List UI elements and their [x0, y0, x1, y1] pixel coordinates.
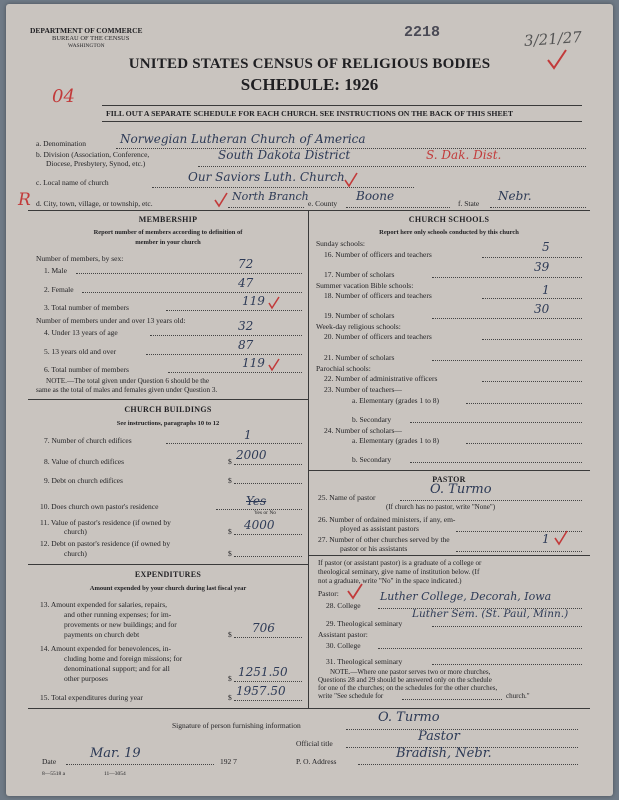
q31-label: 31. Theological seminary: [326, 657, 403, 666]
q12-label: 12. Debt on pastor's residence (if owned by: [40, 539, 171, 548]
county-line: [346, 207, 450, 208]
schools-title: CHURCH SCHOOLS: [408, 215, 490, 224]
pastor-sub-label: Pastor:: [318, 589, 339, 598]
county-value: Boone: [356, 189, 395, 203]
q15-value: 1957.50: [236, 684, 286, 698]
q22-label: 22. Number of administrative officers: [324, 374, 438, 383]
q24a-label: a. Elementary (grades 1 to 8): [352, 436, 440, 445]
grad-line3: not a graduate, write "No" in the space indicated.): [318, 577, 462, 585]
buildings-title: CHURCH BUILDINGS: [124, 405, 212, 414]
q26-line2: ployed as assistant pastors: [340, 524, 419, 533]
po-address-value: Bradish, Nebr.: [396, 746, 492, 761]
q4-label: 4. Under 13 years of age: [44, 328, 118, 337]
pastor-note1: NOTE.—Where one pastor serves two or more churches,: [330, 668, 491, 676]
official-title-label: Official title: [296, 739, 333, 748]
q7-line: [166, 443, 302, 444]
q16-label: 16. Number of officers and teachers: [324, 250, 432, 259]
q30-label: 30. College: [326, 641, 361, 650]
summer-label: Summer vacation Bible schools:: [316, 281, 414, 290]
q13-value: 706: [252, 621, 275, 635]
frame-top: [28, 210, 590, 211]
divider: [102, 121, 582, 122]
q3-value: 119: [242, 294, 265, 308]
q21-label: 21. Number of scholars: [324, 353, 395, 362]
dollar-sign: $: [228, 527, 232, 536]
date-label: Date: [42, 757, 57, 766]
q2-value: 47: [238, 276, 254, 290]
q23b-label: b. Secondary: [352, 415, 392, 424]
q23b-line: [410, 422, 582, 423]
q29-value: Luther Sem. (St. Paul, Minn.): [412, 608, 569, 620]
dept-line2: BUREAU OF THE CENSUS: [52, 35, 130, 42]
r-mark: R: [18, 190, 31, 210]
q25-label: 25. Name of pastor: [318, 493, 376, 502]
q23a-label: a. Elementary (grades 1 to 8): [352, 396, 440, 405]
local-name-value: Our Saviors Luth. Church: [188, 170, 345, 184]
weekday-label: Week-day religious schools:: [316, 322, 401, 331]
q11-value: 4000: [244, 518, 275, 532]
dept-line1: DEPARTMENT OF COMMERCE: [30, 26, 143, 35]
dollar-sign: $: [228, 630, 232, 639]
date-value: Mar. 19: [90, 746, 141, 761]
q26-line1: 26. Number of ordained ministers, if any, em-: [318, 515, 456, 524]
q29-line: [432, 626, 582, 627]
q2-label: 2. Female: [44, 285, 74, 294]
note-blank: [402, 699, 502, 700]
form-subtitle: SCHEDULE: 1926: [240, 75, 379, 94]
form-number-2: 11—3054: [104, 771, 126, 777]
q23a-line: [466, 403, 582, 404]
q20-label: 20. Number of officers and teachers: [324, 332, 432, 341]
grad-line1: If pastor (or assistant pastor) is a graduate of a college or: [318, 559, 482, 567]
city-value: North Branch: [232, 190, 309, 203]
q18-value: 1: [542, 283, 550, 297]
red-check-icon: [268, 296, 280, 310]
form-title: UNITED STATES CENSUS OF RELIGIOUS BODIES: [128, 56, 491, 72]
sunday-label: Sunday schools:: [316, 239, 365, 248]
q13-line1: 13. Amount expended for salaries, repairs,: [40, 600, 168, 609]
city-line: [228, 207, 304, 208]
q9-line: [234, 483, 302, 484]
q8-value: 2000: [236, 448, 267, 462]
q13-line4: payments on church debt: [64, 630, 140, 639]
dollar-sign: $: [228, 476, 232, 485]
membership-sub2: member in your church: [135, 239, 201, 246]
q6-value: 119: [242, 356, 265, 370]
column-divider: [308, 210, 309, 708]
membership-note2: same as the total of males and females given under Question 3.: [36, 386, 218, 394]
q11-line: [234, 534, 302, 535]
date-line: [66, 764, 214, 765]
q14-line3: denominational support; and for all: [64, 664, 170, 673]
q14-line: [234, 681, 302, 682]
q18-label: 18. Number of officers and teachers: [324, 291, 432, 300]
expenditures-title: EXPENDITURES: [134, 570, 202, 579]
membership-title: MEMBERSHIP: [138, 215, 198, 224]
pastor-note5: church.": [506, 692, 530, 700]
q1-value: 72: [238, 257, 254, 271]
expenditures-sub: Amount expended by your church during last fiscal year: [89, 585, 247, 592]
q24b-label: b. Secondary: [352, 455, 392, 464]
po-address-line: [358, 764, 578, 765]
signature-value: O. Turmo: [378, 710, 440, 725]
membership-sub1: Report number of members according to definition of: [93, 229, 243, 236]
q23-label: 23. Number of teachers—: [324, 385, 402, 394]
q25-line: [400, 500, 582, 501]
dollar-sign: $: [228, 674, 232, 683]
membership-note1: NOTE.—The total given under Question 6 should be the: [46, 377, 210, 385]
q16-value: 5: [542, 240, 550, 254]
q18-line: [482, 298, 582, 299]
q24a-line: [466, 443, 582, 444]
q20-line: [482, 339, 582, 340]
q28-label: 28. College: [326, 601, 361, 610]
q22-line: [482, 381, 582, 382]
q14-line4: other purposes: [64, 674, 108, 683]
q24b-line: [410, 462, 582, 463]
q27-value: 1: [542, 532, 550, 546]
dollar-sign: $: [228, 693, 232, 702]
q3-line: [166, 310, 302, 311]
q6-line: [168, 372, 302, 373]
q5-value: 87: [238, 338, 254, 352]
q5-line: [146, 354, 302, 355]
q11-label: 11. Value of pastor's residence (if owned by: [40, 518, 171, 527]
q17-line: [432, 277, 582, 278]
census-schedule-form: [6, 4, 613, 796]
q10-value: Yes: [246, 494, 267, 508]
q16-line: [482, 257, 582, 258]
q25-note: (If church has no pastor, write "None"): [386, 503, 496, 511]
q9-label: 9. Debt on church edifices: [44, 476, 123, 485]
section-divider: [308, 470, 590, 471]
division-value: South Dakota District: [218, 148, 351, 162]
signature-line: [346, 729, 578, 730]
red-check-icon: [554, 530, 568, 546]
q10-hint: Yes or No: [254, 510, 277, 516]
dollar-sign: $: [228, 457, 232, 466]
state-label: f. State: [458, 199, 480, 208]
grad-line2: theological seminary, give name of institution below. (If: [318, 568, 480, 576]
q10-label: 10. Does church own pastor's residence: [40, 502, 159, 511]
q28-value: Luther College, Decorah, Iowa: [380, 590, 552, 603]
divider: [102, 105, 582, 106]
po-address-label: P. O. Address: [296, 757, 337, 766]
q30-line: [378, 648, 582, 649]
q4-value: 32: [238, 319, 254, 333]
dollar-sign: $: [228, 549, 232, 558]
q25-value: O. Turmo: [430, 482, 492, 497]
instruction: FILL OUT A SEPARATE SCHEDULE FOR EACH CHURCH. SEE INSTRUCTIONS ON THE BACK OF THIS SHEET: [105, 109, 514, 118]
margin-mark: 04: [52, 86, 75, 107]
q13-line: [234, 637, 302, 638]
q4-line: [150, 335, 302, 336]
q7-label: 7. Number of church edifices: [44, 436, 132, 445]
q14-value: 1251.50: [238, 665, 288, 679]
q13-line2: and other running expenses; for im-: [64, 610, 172, 619]
frame-bottom: [28, 708, 590, 709]
q17-value: 39: [534, 260, 550, 274]
red-check-icon: [214, 192, 228, 208]
q15-line: [234, 700, 302, 701]
q24-label: 24. Number of scholars—: [324, 426, 402, 435]
q8-label: 8. Value of church edifices: [44, 457, 125, 466]
stamp-number: 2218: [404, 24, 441, 41]
q19-label: 19. Number of scholars: [324, 311, 395, 320]
pastor-note3: for one of the churches; on the schedules for the other churches,: [318, 684, 498, 692]
division-label: b. Division (Association, Conference,: [36, 150, 150, 159]
section-divider: [28, 564, 308, 565]
q2-line: [82, 292, 302, 293]
pastor-note2: Questions 28 and 29 should be answered only on the schedule: [318, 676, 492, 684]
division-line: [198, 166, 586, 167]
state-line: [490, 207, 586, 208]
section-divider: [308, 555, 590, 556]
buildings-sub: See instructions, paragraphs 10 to 12: [116, 420, 220, 427]
q21-line: [432, 360, 582, 361]
q19-value: 30: [534, 302, 550, 316]
q1-line: [76, 273, 302, 274]
by-sex-label: Number of members, by sex:: [36, 254, 124, 263]
q27-line2: pastor or his assistants: [340, 544, 408, 553]
q8-line: [234, 464, 302, 465]
q1-label: 1. Male: [44, 266, 67, 275]
signature-label: Signature of person furnishing information: [172, 721, 301, 730]
q31-line: [432, 664, 582, 665]
q11-label-2: church): [64, 527, 87, 536]
asst-label: Assistant pastor:: [318, 630, 368, 639]
q17-label: 17. Number of scholars: [324, 270, 395, 279]
division-label-2: Diocese, Presbytery, Synod, etc.): [46, 159, 146, 168]
pastor-title: PASTOR: [432, 475, 466, 484]
section-divider: [28, 399, 308, 400]
schools-sub: Report here only schools conducted by this church: [379, 229, 519, 236]
state-value: Nebr.: [498, 189, 532, 203]
denomination-line: [116, 148, 586, 149]
q27-line1: 27. Number of other churches served by the: [318, 535, 450, 544]
local-name-label: c. Local name of church: [36, 178, 109, 187]
q6-label: 6. Total number of members: [44, 365, 129, 374]
q3-label: 3. Total number of members: [44, 303, 129, 312]
denomination-value: Norwegian Lutheran Church of America: [120, 132, 366, 146]
county-label: e. County: [308, 199, 338, 208]
city-label: d. City, town, village, or township, etc.: [36, 199, 153, 208]
pastor-note4: write "See schedule for: [318, 692, 384, 700]
official-title-value: Pastor: [418, 729, 460, 744]
stamp-date: 3/21/27: [523, 28, 583, 50]
form-number: 8—5518 a: [42, 771, 66, 777]
division-correction: S. Dak. Dist.: [426, 148, 502, 162]
date-year: 192 7: [220, 757, 237, 766]
q5-label: 5. 13 years old and over: [44, 347, 117, 356]
parochial-label: Parochial schools:: [316, 364, 371, 373]
q27-line: [456, 551, 582, 552]
denomination-label: a. Denomination: [36, 139, 86, 148]
q15-label: 15. Total expenditures during year: [40, 693, 143, 702]
dept-line3: WASHINGTON: [68, 43, 105, 49]
q14-line1: 14. Amount expended for benevolences, in-: [40, 644, 172, 653]
q14-line2: cluding home and foreign missions; for: [64, 654, 183, 663]
q7-value: 1: [244, 428, 252, 442]
q19-line: [432, 318, 582, 319]
q12-line: [234, 556, 302, 557]
red-check-icon: [346, 582, 364, 600]
red-check-icon: [344, 172, 358, 188]
local-name-line: [152, 187, 414, 188]
q29-label: 29. Theological seminary: [326, 619, 403, 628]
q13-line3: provements or new buildings; and for: [64, 620, 177, 629]
red-check-icon: [268, 358, 280, 372]
under-over-label: Number of members under and over 13 years old:: [36, 316, 186, 325]
q12-label-2: church): [64, 549, 87, 558]
